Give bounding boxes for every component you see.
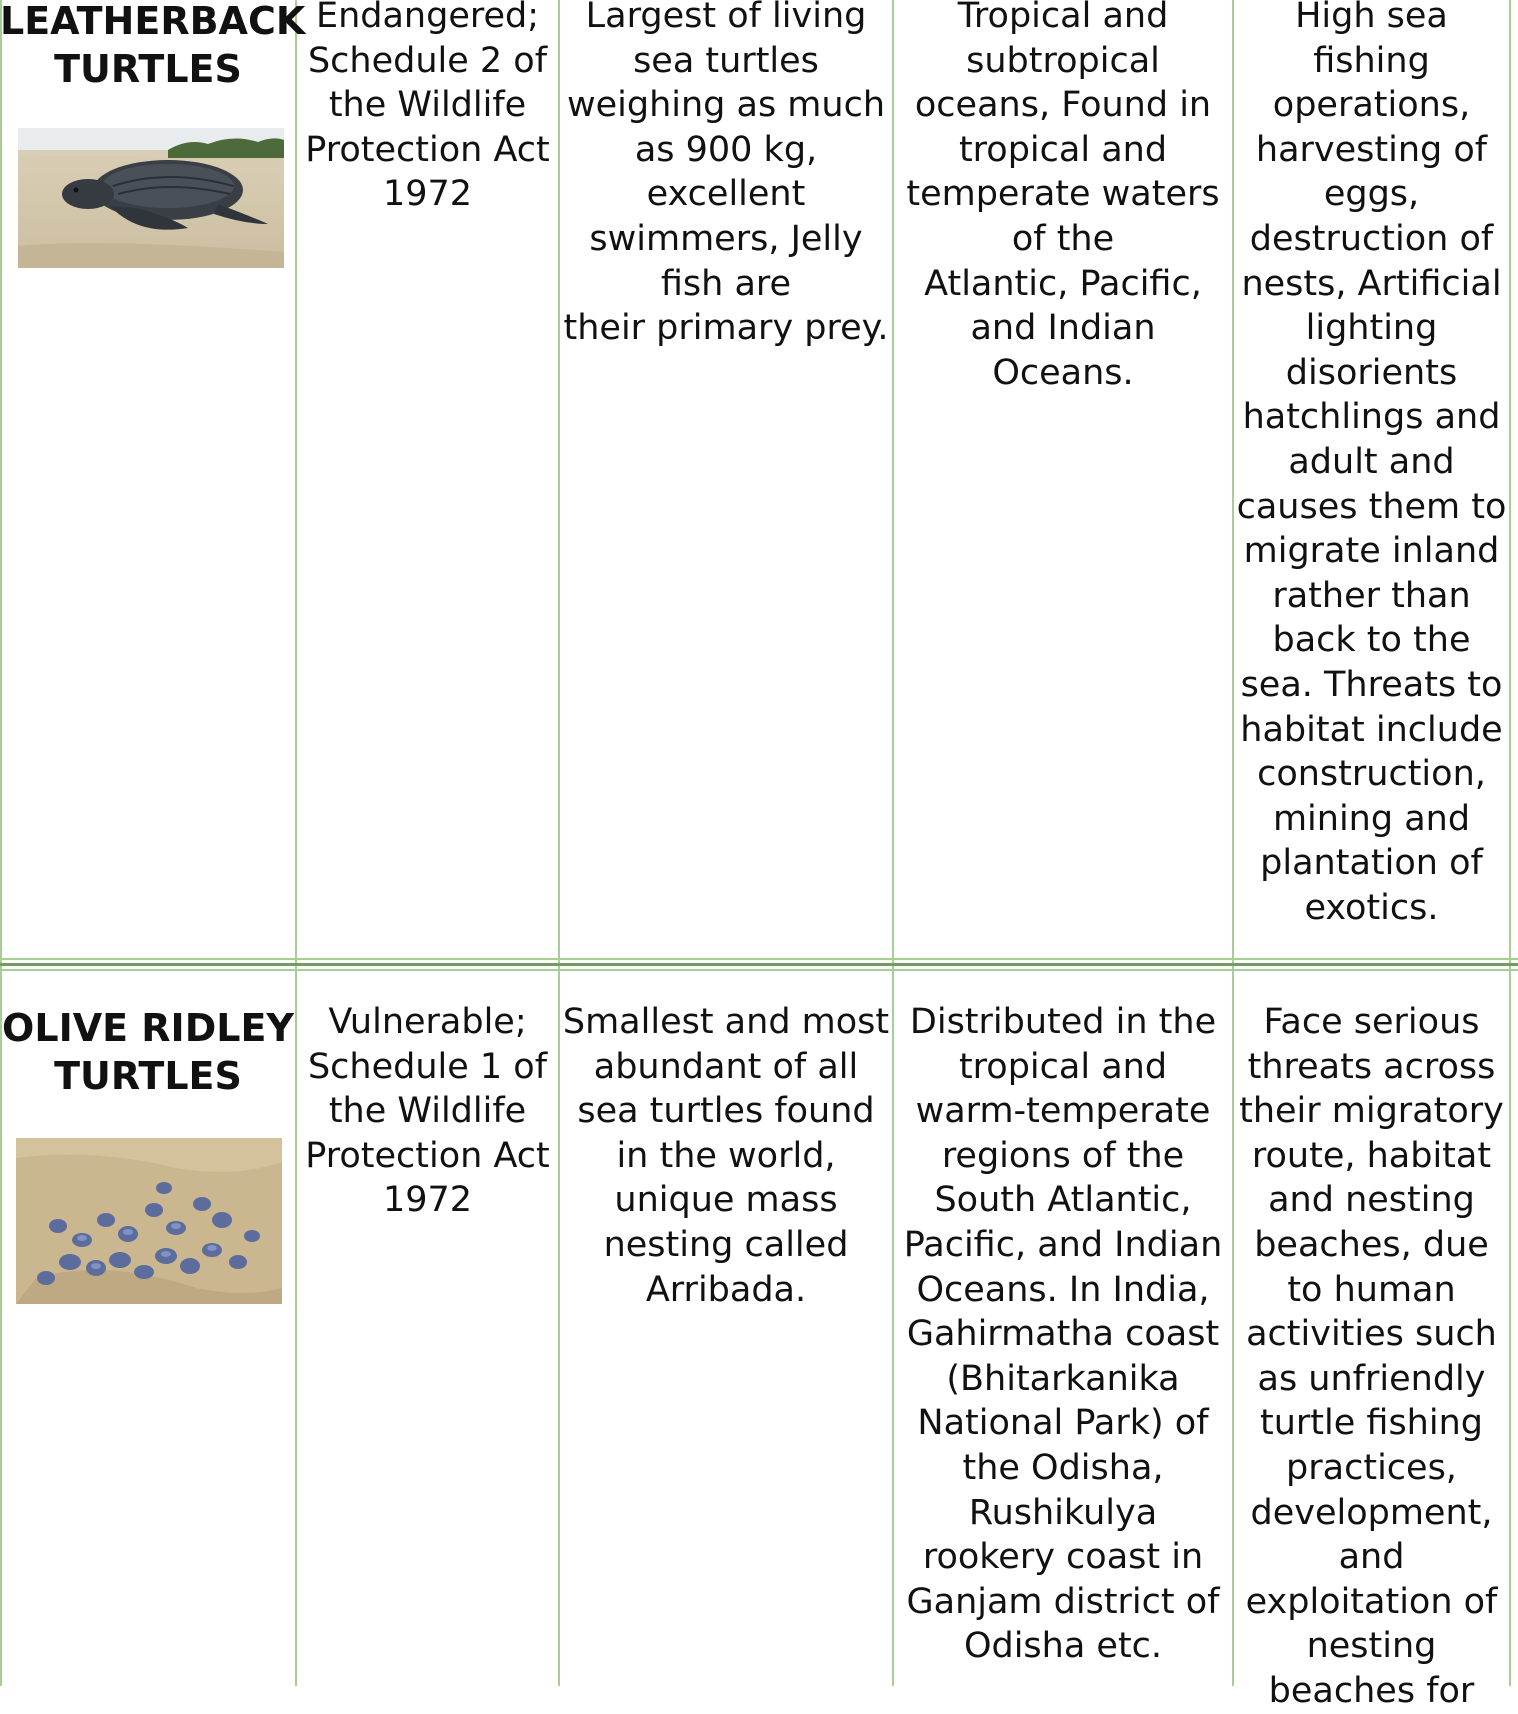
features: Largest of living sea turtles weighing as much as 900 kg, excellent swimmers, Jelly fish are their primary prey. (563, 0, 889, 349)
conservation-status: Vulnerable; Schedule 1 of the Wildlife Protection Act 1972 (305, 1002, 550, 1221)
row-divider (0, 958, 1518, 960)
species-name: LEATHERBACK TURTLES (0, 0, 306, 91)
leatherback-turtle-photo (18, 128, 284, 268)
distribution: Tropical and subtropical oceans, Found in tropical and temperate waters of the Atlantic, Pacific, and Indian Oceans. (906, 0, 1220, 393)
distribution: Distributed in the tropical and warm-temperate regions of the South Atlantic, Pacific, and Indian Oceans. In India, Gahirmatha coast (Bhitarkanika National Park) of the Odisha, Rushikulya rookery coast in Ganjam district of Odisha etc. (903, 1002, 1223, 1667)
threats: Face serious threats across their migratory route, habitat and nesting beaches, due to human activities such as unfriendly turtle fishing practices, development, and exploitation of nesting beaches for (1239, 1002, 1504, 1711)
column-border (1509, 0, 1511, 1686)
row-divider (0, 969, 1518, 971)
row-divider (0, 963, 1518, 966)
conservation-status: Endangered; Schedule 2 of the Wildlife Protection Act 1972 (305, 0, 550, 215)
features: Smallest and most abundant of all sea turtles found in the world, unique mass nesting called Arribada. (562, 1002, 890, 1310)
threats: High sea fishing operations, harvesting of eggs, destruction of nests, Artificial lighting disorients hatchlings and adult and causes them to migrate inland rather than back to the sea. Threats to habitat include construction, mining and plantation of exotics. (1236, 0, 1507, 928)
column-border (295, 0, 297, 1686)
column-border (0, 0, 2, 1686)
species-name: OLIVE RIDLEY TURTLES (2, 1006, 294, 1098)
olive-ridley-hatchlings-photo (16, 1138, 282, 1304)
